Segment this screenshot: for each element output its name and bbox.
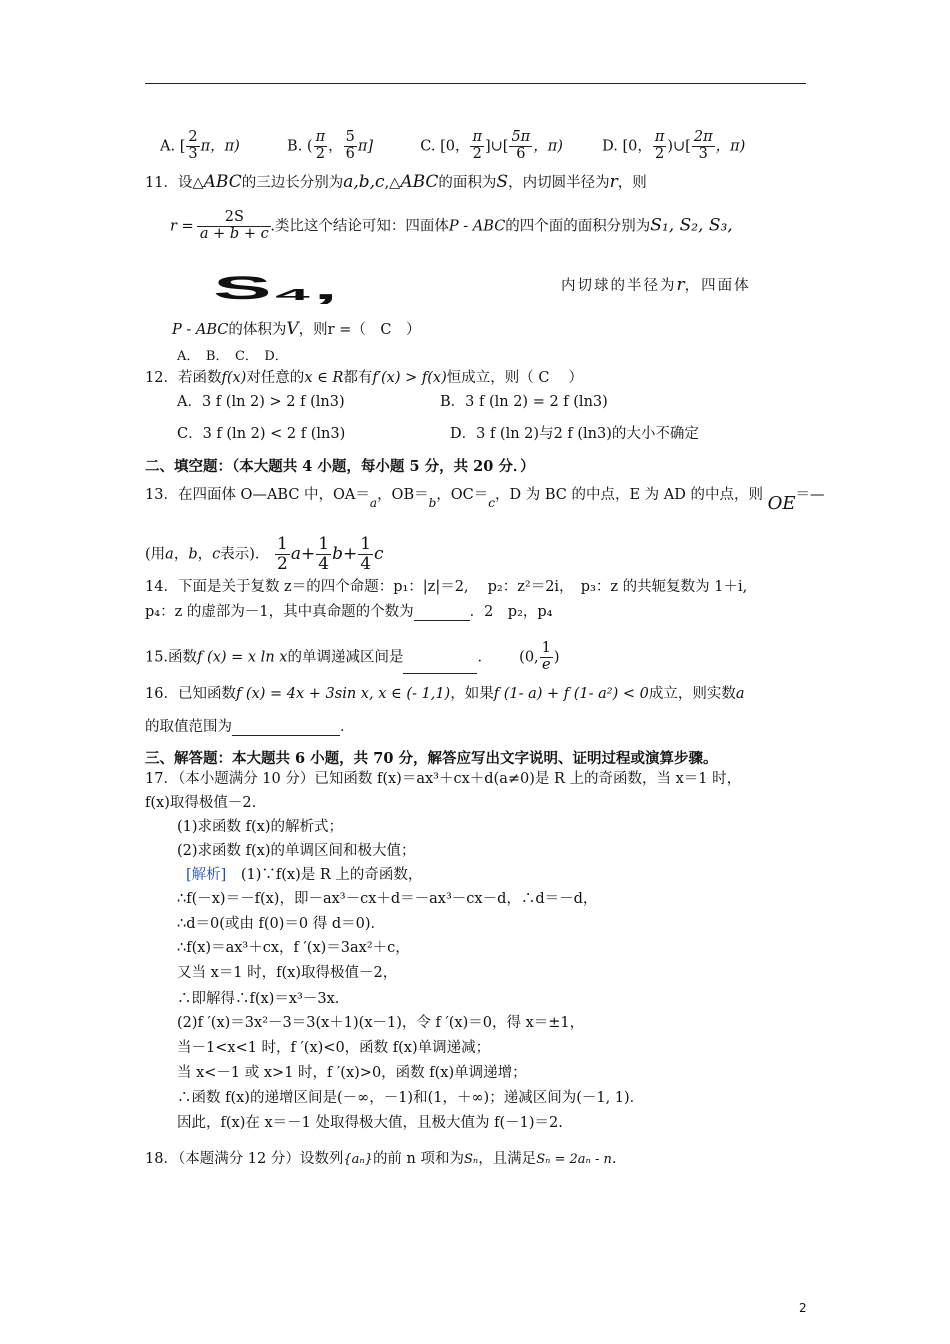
text: 13．在四面体 O—ABC 中，OA＝ bbox=[145, 487, 370, 503]
frac-num: 2S bbox=[197, 210, 271, 227]
q17-line-11: (2)f ′(x)＝3x²－3＝3(x＋1)(x－1)，令 f ′(x)＝0，得 x＝±1， bbox=[177, 1015, 585, 1031]
q10-option-d-head: [0， bbox=[622, 138, 652, 155]
q17-line-3: (1)求函数 f(x)的解析式； bbox=[177, 819, 344, 835]
text: ， bbox=[173, 546, 189, 563]
q14-line-2 bbox=[145, 603, 553, 621]
text: .类比这个结论可知：四面体 bbox=[270, 218, 449, 235]
frac-den: 4 bbox=[360, 553, 372, 574]
frac bbox=[540, 641, 553, 674]
vec-b: b bbox=[188, 546, 198, 563]
math-r: r bbox=[609, 172, 618, 192]
math-cond: f (1- a) + f (1- a²) < 0 bbox=[493, 686, 649, 702]
math-cond: f′(x) > f(x) bbox=[372, 370, 447, 386]
q12-option-d bbox=[450, 425, 699, 443]
frac-num: 2π bbox=[693, 129, 713, 145]
q17-line-10: ∴即解得∴f(x)＝x³－3x. bbox=[177, 991, 340, 1007]
frac bbox=[316, 535, 331, 573]
text: 11．设△ bbox=[145, 175, 204, 191]
q11-options: A． B． C． D． bbox=[177, 349, 288, 364]
math-abc: ABC bbox=[400, 172, 439, 192]
q17-line-7: ∴d＝0(或由 f(0)＝0 得 d＝0)． bbox=[177, 916, 386, 932]
frac-num: 2 bbox=[188, 129, 198, 145]
q16-line-1 bbox=[145, 685, 745, 703]
q10-a-frac bbox=[186, 130, 199, 163]
text: 表示)． bbox=[220, 546, 270, 563]
text: 2 f (ln3) bbox=[553, 426, 612, 442]
math-abc: ABC bbox=[203, 172, 242, 192]
q10-option-c-label: C. bbox=[420, 138, 436, 155]
q16-line-2 bbox=[145, 718, 355, 736]
q10-options bbox=[160, 130, 745, 163]
q17-line-6: ∴f(－x)＝－f(x)，即－ax³－cx＋d＝－ax³－cx－d，∴d＝－d， bbox=[177, 891, 598, 907]
q10-d-frac1 bbox=[653, 130, 667, 163]
q12-option-b: B．3 f (ln 2) = 2 f (ln3) bbox=[440, 394, 608, 410]
text: ，如果 bbox=[450, 686, 494, 702]
math-domain: x ∈ R bbox=[304, 370, 344, 386]
q10-option-d-tail: ，π) bbox=[715, 138, 746, 155]
q10-option-d-mid: )∪[ bbox=[667, 138, 691, 155]
text: r =（ C ） bbox=[327, 322, 421, 338]
q17-line-2: f(x)取得极值－2. bbox=[145, 795, 257, 811]
text: 18．（本题满分 12 分）设数列 bbox=[145, 1151, 344, 1167]
text: . bbox=[611, 1151, 617, 1167]
q10-option-c-mid: ]∪[ bbox=[484, 138, 509, 155]
q12-option-a: A．3 f (ln 2) > 2 f (ln3) bbox=[177, 394, 345, 410]
q12-option-c: C．3 f (ln 2) < 2 f (ln3) bbox=[177, 426, 346, 442]
q10-option-a-label: A. bbox=[160, 138, 176, 155]
blank bbox=[414, 604, 470, 621]
text: 的体积为 bbox=[228, 322, 287, 338]
text: 的面积为 bbox=[438, 175, 497, 191]
frac-den: 6 bbox=[345, 145, 355, 162]
frac-den: 2 bbox=[277, 553, 288, 574]
frac-num: π bbox=[472, 129, 482, 145]
q14-line-1: 14．下面是关于复数 z＝的四个命题：p₁：|z|＝2, p₂：z²＝2i， p₃：z 的共轭复数为 1＋i, bbox=[145, 579, 748, 595]
text: ． bbox=[340, 719, 355, 735]
q11-line-2 bbox=[170, 210, 733, 243]
frac-num: 1 bbox=[360, 534, 372, 554]
q17-line-13: 当 x<－1 或 x>1 时，f ′(x)>0，函数 f(x)单调递增； bbox=[177, 1065, 527, 1081]
vec-c: c bbox=[374, 543, 384, 564]
text: 的取值范围为 bbox=[145, 719, 232, 735]
section-2-heading: 二、填空题：（本大题共 4 小题，每小题 5 分，共 20 分．） bbox=[145, 458, 535, 475]
frac-num: 5π bbox=[511, 129, 531, 145]
q17-line-12: 当－1<x<1 时，f ′(x)<0，函数 f(x)单调递减； bbox=[177, 1040, 491, 1056]
text: 成立，则实数 bbox=[648, 686, 736, 702]
vec-a: a bbox=[165, 546, 174, 563]
blank bbox=[403, 657, 477, 674]
q10-option-b-tail: π] bbox=[357, 138, 374, 155]
q13-line-1 bbox=[145, 485, 825, 514]
frac-den: e bbox=[541, 656, 551, 673]
q17-line-14: ∴函数 f(x)的递增区间是(－∞，－1)和(1，＋∞)；递减区间为(－1, 1)． bbox=[177, 1090, 645, 1106]
text: ＝— bbox=[795, 487, 825, 503]
math-s: S bbox=[496, 172, 509, 192]
text: 的四个面的面积分别为 bbox=[505, 218, 651, 235]
q10-option-c-head: [0， bbox=[440, 138, 470, 155]
text: ，且满足 bbox=[478, 1151, 537, 1167]
text: 16．已知函数 bbox=[145, 686, 236, 702]
text: ，OC＝ bbox=[436, 487, 489, 503]
math-faces: S₁, S₂, S₃, bbox=[650, 215, 733, 236]
text: 12．若函数 bbox=[145, 370, 222, 386]
frac-den: 2 bbox=[472, 145, 482, 162]
text: ，内切圆半径为 bbox=[508, 175, 610, 191]
math-v: V bbox=[286, 319, 299, 339]
math-seq: {aₙ} bbox=[343, 1152, 373, 1167]
q17-line-4: (2)求函数 f(x)的单调区间和极大值； bbox=[177, 843, 416, 859]
text: (1)∵f(x)是 R 上的奇函数， bbox=[226, 867, 423, 883]
math-sides: a,b,c bbox=[343, 172, 385, 192]
math-sn: Sₙ bbox=[464, 1152, 479, 1167]
text: (用 bbox=[145, 546, 166, 563]
text: ，D 为 BC 的中点，E 为 AD 的中点，则 bbox=[495, 487, 763, 503]
plus: + bbox=[301, 543, 316, 564]
text: ，则 bbox=[298, 322, 328, 338]
text: ，四面体 bbox=[684, 278, 751, 294]
math-fn: f (x) = x ln x bbox=[197, 649, 288, 666]
s4-logo-text: S₄, bbox=[213, 270, 338, 307]
q11-formula-frac bbox=[199, 210, 269, 243]
text: ，则 bbox=[617, 175, 647, 191]
frac bbox=[358, 535, 373, 573]
text: 15.函数 bbox=[145, 649, 198, 666]
q17-line-9: 又当 x＝1 时，f(x)取得极值－2， bbox=[177, 965, 398, 981]
q13-answer bbox=[274, 534, 384, 574]
q11-line-3 bbox=[561, 276, 751, 295]
frac bbox=[275, 535, 290, 573]
text: ) bbox=[553, 649, 560, 666]
text: ．2 p₂，p₄ bbox=[469, 604, 553, 620]
text: (0, bbox=[519, 649, 539, 666]
q10-b-frac1 bbox=[314, 130, 328, 163]
q12-stem bbox=[145, 369, 583, 387]
q17-line-5 bbox=[186, 866, 422, 884]
text: 与 bbox=[539, 426, 554, 442]
q10-c-frac2 bbox=[509, 130, 532, 163]
vec-c: c bbox=[488, 496, 496, 510]
q11-line-1 bbox=[145, 173, 647, 192]
q10-option-a-open: [ bbox=[179, 138, 186, 155]
math-fx: f(x) bbox=[221, 370, 247, 386]
q17-line-15: 因此，f(x)在 x＝－1 处取得极大值，且极大值为 f(－1)＝2. bbox=[177, 1115, 563, 1131]
math-tetra: P - ABC bbox=[448, 218, 506, 235]
vec-b: b bbox=[428, 496, 437, 510]
math-rel: Sₙ = 2aₙ - n bbox=[536, 1152, 612, 1167]
text: 恒成立，则（ C ） bbox=[446, 370, 584, 386]
vec-c: c bbox=[212, 546, 221, 563]
q10-d-frac2 bbox=[692, 130, 715, 163]
text: ， bbox=[197, 546, 213, 563]
solution-tag: [解析] bbox=[186, 867, 227, 883]
q10-option-b-sep: ， bbox=[328, 138, 343, 155]
blank bbox=[232, 719, 340, 736]
text: ． bbox=[477, 649, 492, 666]
q17-line-1: 17．（本小题满分 10 分）已知函数 f(x)＝ax³＋cx＋d(a≠0)是 R 上的奇函数，当 x＝1 时， bbox=[145, 771, 742, 787]
text: 都有 bbox=[343, 370, 373, 386]
math-r: r bbox=[676, 275, 685, 295]
frac-den: a + b + c bbox=[199, 225, 269, 242]
math-fn: f (x) = 4x + 3sin x, x ∈ (- 1,1) bbox=[235, 686, 451, 702]
text: 对任意的 bbox=[246, 370, 305, 386]
q13-line-2 bbox=[145, 535, 384, 573]
frac-den: 2 bbox=[315, 145, 325, 162]
text: 的三边长分别为 bbox=[241, 175, 344, 191]
q15-line bbox=[145, 641, 560, 674]
q10-b-frac2 bbox=[344, 130, 357, 163]
q17-line-8: ∴f(x)＝ax³＋cx，f ′(x)＝3ax²＋c， bbox=[177, 940, 410, 956]
text: 的大小不确定 bbox=[611, 426, 699, 442]
q10-c-frac1 bbox=[470, 130, 484, 163]
s4-graphic bbox=[213, 268, 508, 308]
page-number: 2 bbox=[799, 1301, 807, 1315]
text: ,△ bbox=[384, 175, 401, 191]
frac-num: 1 bbox=[277, 534, 288, 554]
q10-option-b-open: ( bbox=[306, 138, 313, 155]
text: ，OB＝ bbox=[377, 487, 429, 503]
frac-den: 2 bbox=[654, 145, 665, 162]
vec-b: b bbox=[332, 543, 343, 564]
frac-den: 6 bbox=[516, 145, 526, 162]
vec-a: a bbox=[369, 496, 378, 510]
q10-option-b-label: B. bbox=[287, 138, 303, 155]
plus: + bbox=[342, 543, 358, 564]
text: D．3 f (ln 2) bbox=[450, 426, 540, 442]
frac-den: 3 bbox=[188, 145, 198, 162]
text: p₄：z 的虚部为－1，其中真命题的个数为 bbox=[145, 604, 414, 620]
frac-den: 4 bbox=[318, 553, 330, 574]
formula-lhs: r = bbox=[170, 218, 194, 235]
text: 内切球的半径为 bbox=[561, 278, 677, 294]
q18-line bbox=[145, 1150, 616, 1169]
q10-option-d-label: D. bbox=[602, 138, 618, 155]
text: 的前 n 项和为 bbox=[372, 1151, 464, 1167]
frac-num: 5 bbox=[345, 129, 355, 145]
frac-den: 3 bbox=[698, 145, 708, 162]
frac-num: π bbox=[654, 129, 665, 145]
text: 的单调递减区间是 bbox=[287, 649, 404, 666]
frac-num: π bbox=[315, 129, 326, 145]
header-rule bbox=[145, 83, 806, 84]
math-var: a bbox=[735, 686, 745, 702]
vec-oe: OE bbox=[767, 493, 796, 514]
math-tetra: P - ABC bbox=[172, 322, 229, 338]
q10-option-a-tail: π，π) bbox=[200, 138, 240, 155]
frac-num: 1 bbox=[541, 640, 551, 656]
q11-line-4 bbox=[172, 320, 420, 339]
frac-num: 1 bbox=[318, 534, 330, 554]
section-3-heading: 三、解答题：本大题共 6 小题，共 70 分，解答应写出文字说明、证明过程或演算步骤。 bbox=[145, 750, 718, 767]
vec-a: a bbox=[290, 543, 301, 564]
q10-option-c-tail: ，π) bbox=[533, 138, 563, 155]
